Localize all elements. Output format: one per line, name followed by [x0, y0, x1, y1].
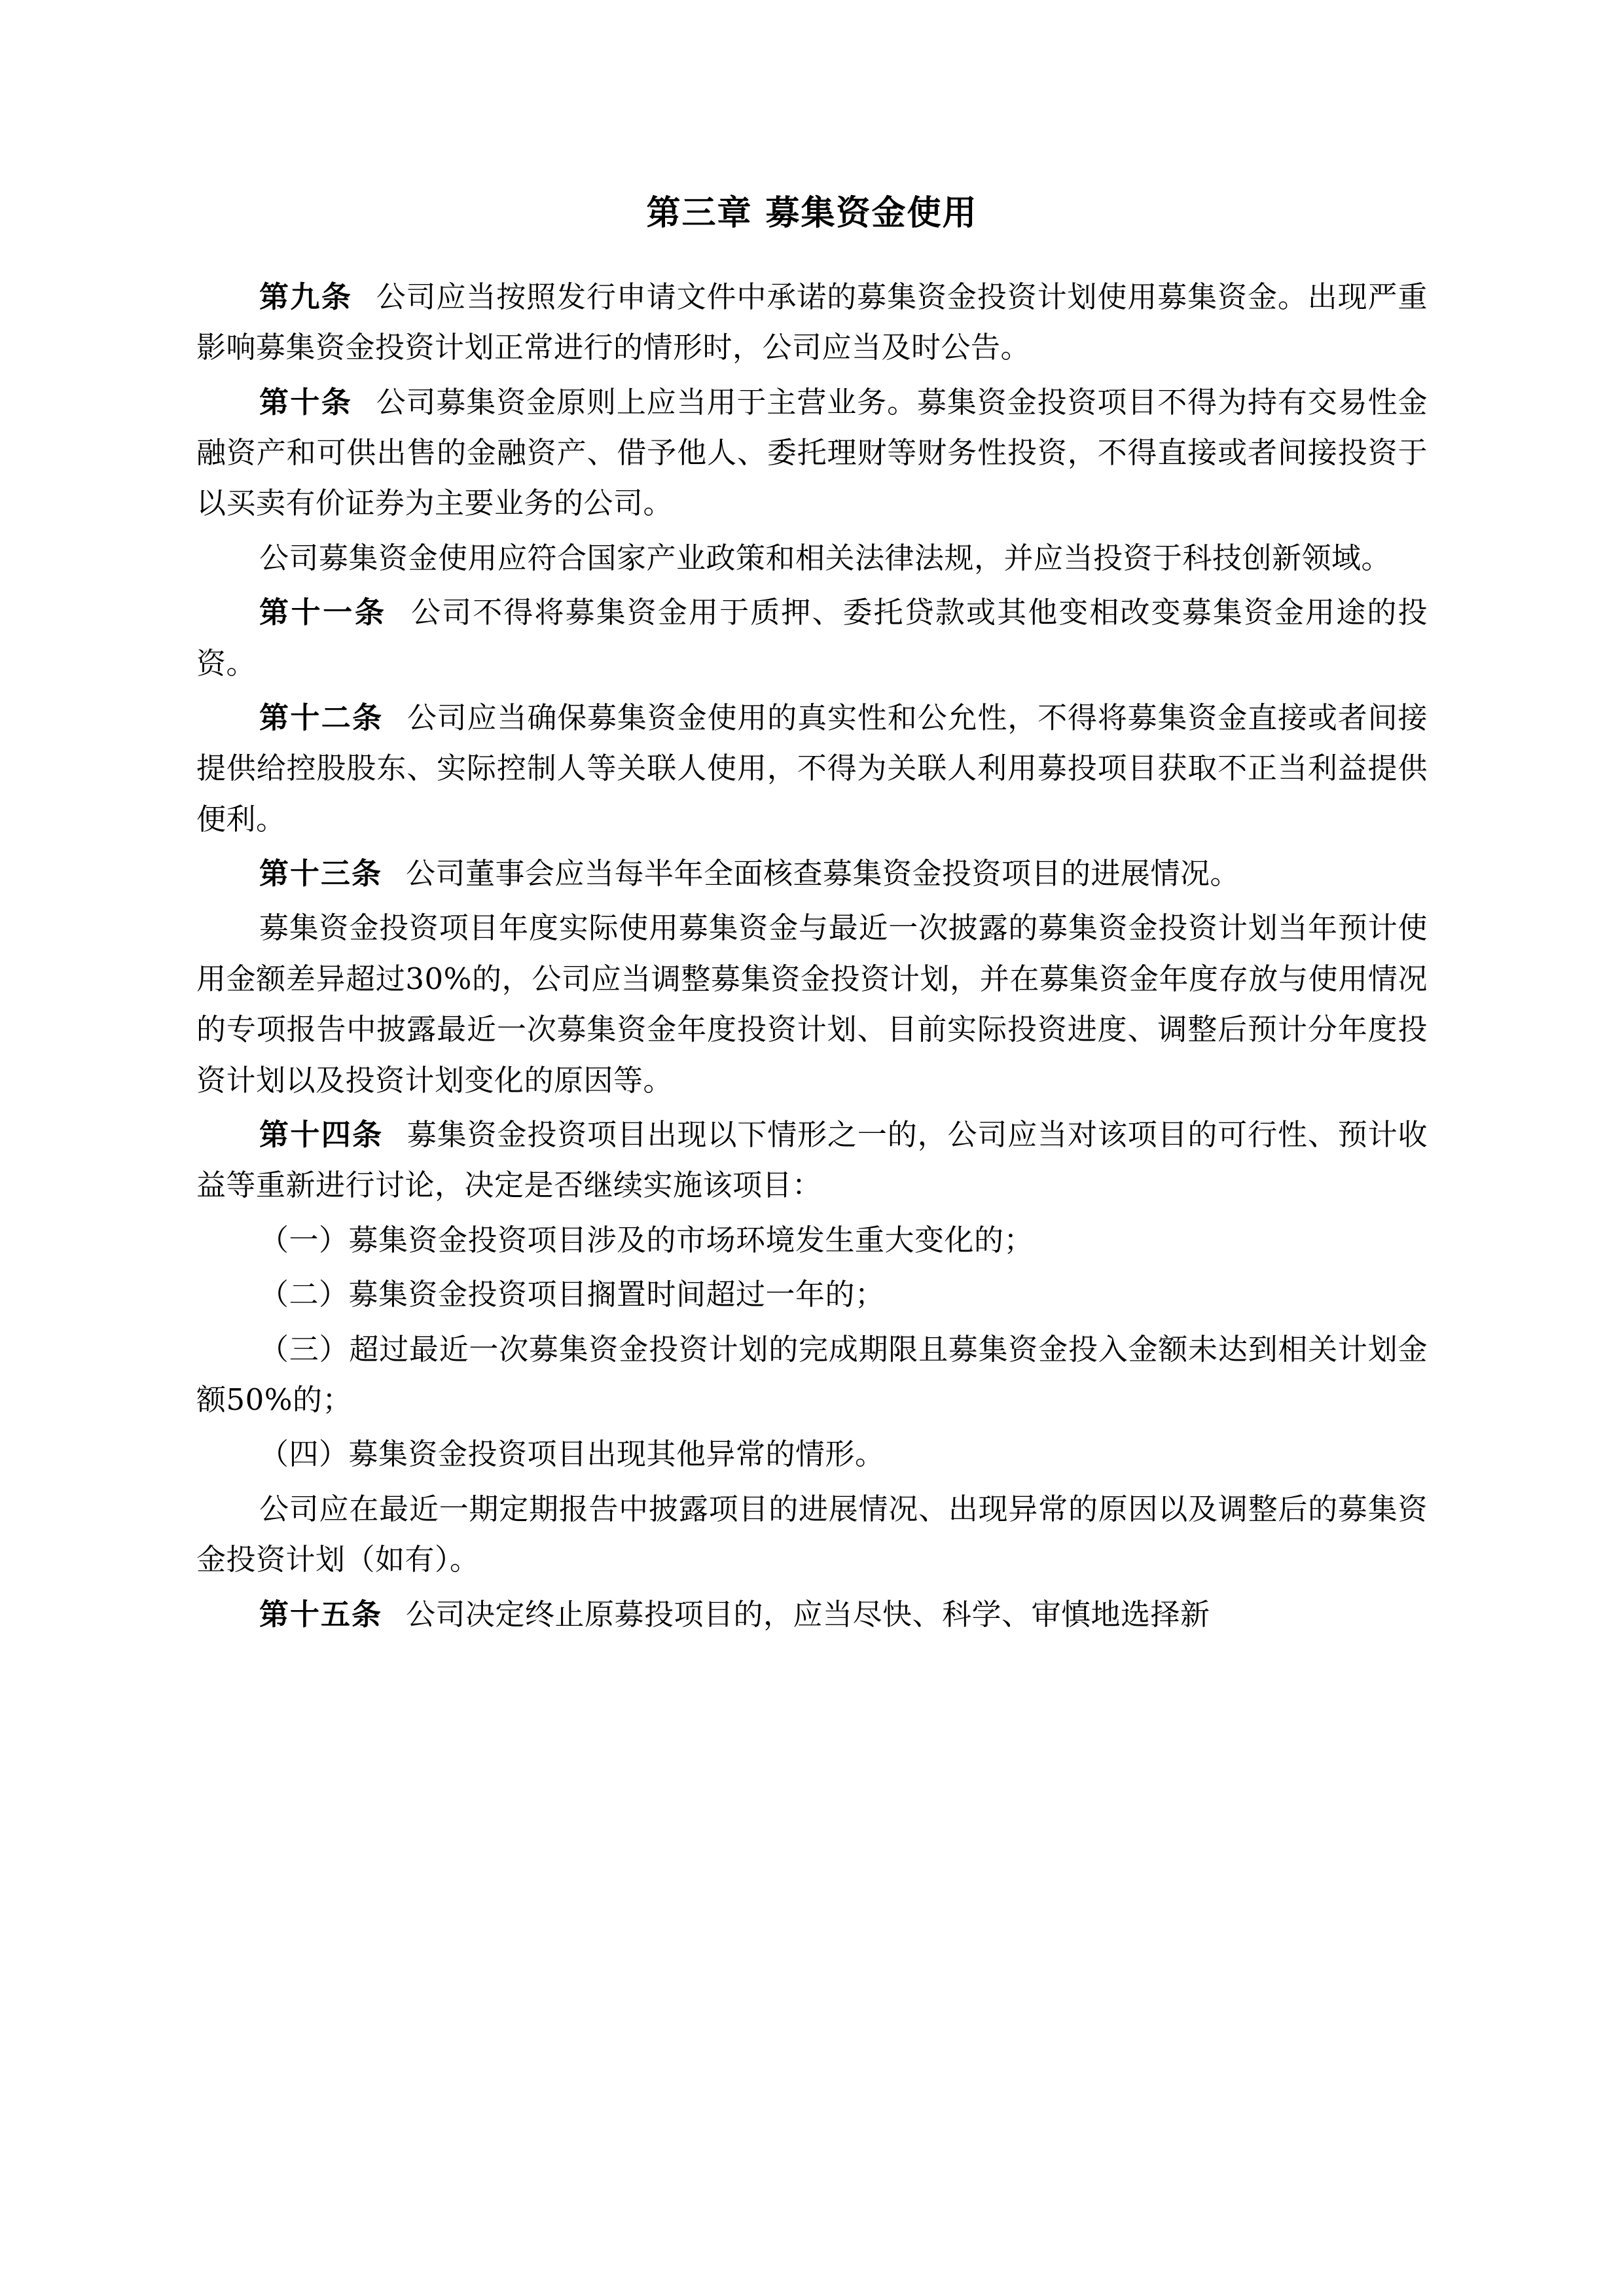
paragraph-article-14: [196, 1109, 1428, 1211]
article-text-14-second: 公司应在最近一期定期报告中披露项目的进展情况、出现异常的原因以及调整后的募集资金投资计划（如有）。: [196, 1491, 1428, 1577]
list-item-14-4: （四）募集资金投资项目出现其他异常的情形。: [259, 1437, 885, 1472]
article-text-10-second: 公司募集资金使用应符合国家产业政策和相关法律法规，并应当投资于科技创新领域。: [259, 540, 1392, 575]
page-title: 第三章 募集资金使用: [646, 193, 978, 233]
paragraph-article-13-second: [196, 903, 1428, 1105]
paragraph-article-15: [196, 1589, 1428, 1640]
paragraph-article-10-second: [196, 533, 1428, 583]
paragraph-article-14-second: [196, 1484, 1428, 1585]
article-text-13: 公司董事会应当每半年全面核查募集资金投资项目的进展情况。: [406, 856, 1240, 891]
paragraph-article-9: [196, 272, 1428, 373]
article-label-13: 第十三条: [259, 856, 383, 891]
paragraph-article-13: [196, 848, 1428, 899]
list-item-14-3: （三）超过最近一次募集资金投资计划的完成期限且募集资金投入金额未达到相关计划金额50%的；: [196, 1331, 1428, 1417]
list-item-14-2: （二）募集资金投资项目搁置时间超过一年的；: [259, 1277, 885, 1312]
article-text-10: 公司募集资金原则上应当用于主营业务。募集资金投资项目不得为持有交易性金融资产和可供出售的金融资产、借予他人、委托理财等财务性投资，不得直接或者间接投资于以买卖有价证券为主要业务的公司。: [196, 384, 1428, 521]
document-body: [196, 272, 1428, 1640]
article-label-11: 第十一条: [259, 595, 387, 630]
paragraph-article-10: [196, 377, 1428, 529]
article-label-14: 第十四条: [259, 1117, 384, 1153]
article-text-13-second: 募集资金投资项目年度实际使用募集资金与最近一次披露的募集资金投资计划当年预计使用金额差异超过30%的，公司应当调整募集资金投资计划，并在募集资金年度存放与使用情况的专项报告中披露最近一次募集资金年度投资计划、目前实际投资进度、调整后预计分年度投资计划以及投资计划变化的原因等。: [196, 910, 1428, 1098]
article-label-12: 第十二条: [259, 700, 384, 735]
article-text-11: 公司不得将募集资金用于质押、委托贷款或其他变相改变募集资金用途的投资。: [196, 595, 1428, 681]
article-text-12: 公司应当确保募集资金使用的真实性和公允性，不得将募集资金直接或者间接提供给控股股东、实际控制人等关联人使用，不得为关联人利用募投项目获取不正当利益提供便利。: [196, 700, 1428, 836]
paragraph-article-12: [196, 692, 1428, 844]
article-label-10: 第十条: [259, 384, 353, 420]
article-text-9: 公司应当按照发行申请文件中承诺的募集资金投资计划使用募集资金。出现严重影响募集资金投资计划正常进行的情形时，公司应当及时公告。: [196, 279, 1428, 365]
article-label-9: 第九条: [259, 279, 353, 314]
article-text-15: 公司决定终止原募投项目的，应当尽快、科学、审慎地选择新: [406, 1596, 1210, 1632]
article-text-14: 募集资金投资项目出现以下情形之一的，公司应当对该项目的可行性、预计收益等重新进行讨论，决定是否继续实施该项目：: [196, 1117, 1428, 1203]
article-label-15: 第十五条: [259, 1596, 383, 1632]
list-item-14-1: （一）募集资金投资项目涉及的市场环境发生重大变化的；: [259, 1222, 1034, 1257]
paragraph-article-11: [196, 587, 1428, 689]
